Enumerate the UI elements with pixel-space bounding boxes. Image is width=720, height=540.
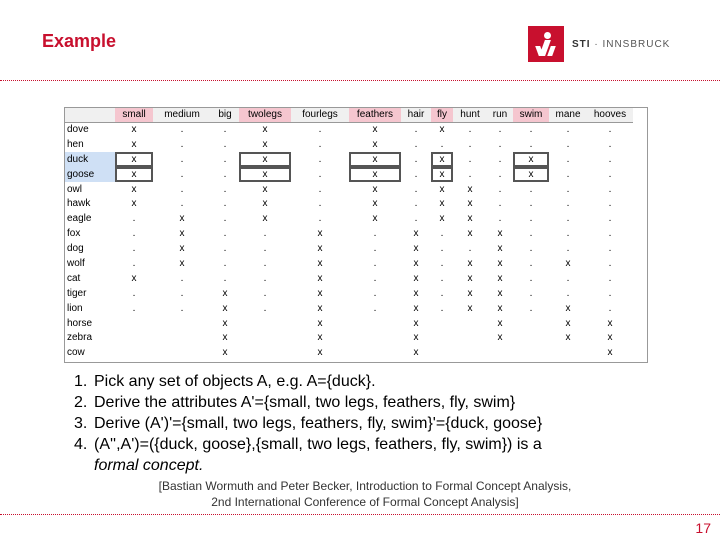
table-cell: x	[513, 167, 549, 182]
table-cell: .	[132, 243, 136, 255]
table-cell	[431, 316, 453, 331]
table-cell: .	[566, 213, 570, 225]
object-dove: dove	[67, 124, 89, 136]
table-cell: .	[263, 272, 267, 284]
table-cell: x	[317, 272, 323, 284]
table-cell: .	[440, 272, 444, 284]
table-cell	[115, 345, 153, 360]
table-cell: .	[132, 228, 136, 240]
table-cell: .	[498, 168, 502, 180]
table-cell: .	[608, 198, 612, 210]
table-cell: x	[317, 332, 323, 344]
table-cell: .	[318, 138, 322, 150]
object-wolf: wolf	[67, 257, 85, 269]
step-number: 3.	[74, 415, 88, 432]
table-cell: x	[497, 317, 503, 329]
table-cell: .	[318, 213, 322, 225]
table-cell: .	[529, 302, 533, 314]
table-cell	[453, 330, 487, 345]
derivation-steps	[74, 371, 542, 476]
table-cell: x	[565, 257, 571, 269]
table-cell	[513, 316, 549, 331]
table-cell: .	[318, 124, 322, 136]
table-cell: .	[223, 257, 227, 269]
table-row	[65, 301, 633, 316]
object-horse: horse	[67, 317, 93, 329]
table-cell: .	[223, 168, 227, 180]
table-cell: x	[413, 287, 419, 299]
table-cell: x	[565, 332, 571, 344]
table-cell	[431, 345, 453, 360]
object-duck: duck	[65, 152, 115, 167]
object-fox: fox	[67, 228, 81, 240]
table-cell: x	[262, 124, 268, 136]
table-row	[65, 345, 633, 360]
table-cell: x	[372, 198, 378, 210]
table-cell: .	[318, 153, 322, 165]
header-divider	[0, 80, 720, 81]
table-cell: x	[413, 272, 419, 284]
table-cell: .	[529, 287, 533, 299]
table-cell: .	[566, 228, 570, 240]
table-cell: x	[372, 213, 378, 225]
formal-context-table	[64, 107, 648, 363]
table-cell: x	[317, 243, 323, 255]
table-cell: .	[180, 138, 184, 150]
table-cell: x	[317, 317, 323, 329]
attr-header-fourlegs: fourlegs	[291, 108, 349, 122]
table-cell: x	[607, 317, 613, 329]
table-cell: .	[223, 272, 227, 284]
table-cell: .	[440, 228, 444, 240]
object-cow: cow	[67, 347, 85, 359]
attr-header-run: run	[487, 108, 513, 122]
table-cell: .	[373, 287, 377, 299]
object-zebra: zebra	[67, 332, 93, 344]
table-cell: x	[239, 167, 291, 182]
table-cell: x	[467, 213, 473, 225]
table-cell: .	[566, 243, 570, 255]
table-cell: x	[565, 302, 571, 314]
table-cell: .	[529, 183, 533, 195]
table-cell: .	[608, 124, 612, 136]
table-cell: x	[497, 228, 503, 240]
table-cell: .	[440, 243, 444, 255]
table-cell: .	[414, 213, 418, 225]
table-cell: .	[440, 138, 444, 150]
table-cell: .	[608, 183, 612, 195]
step-emphasis: formal concept.	[94, 457, 204, 474]
table-cell: .	[373, 257, 377, 269]
table-cell: .	[468, 124, 472, 136]
table-cell: .	[498, 138, 502, 150]
table-cell: .	[498, 213, 502, 225]
table-row	[65, 330, 633, 345]
table-cell: x	[439, 124, 445, 136]
step-text: Derive (A')'={small, two legs, feathers, fly, swim}'={duck, goose}	[94, 415, 543, 432]
table-cell: x	[413, 302, 419, 314]
table-cell: x	[439, 213, 445, 225]
table-cell: x	[497, 257, 503, 269]
table-cell: .	[132, 213, 136, 225]
table-cell: x	[349, 152, 401, 167]
table-cell: x	[497, 302, 503, 314]
table-cell: x	[372, 183, 378, 195]
object-hawk: hawk	[67, 198, 91, 210]
table-row	[65, 182, 633, 197]
table-cell	[349, 316, 401, 331]
table-cell: .	[223, 124, 227, 136]
table-cell	[115, 330, 153, 345]
table-cell: .	[223, 153, 227, 165]
table-cell: x	[467, 183, 473, 195]
table-cell: x	[565, 317, 571, 329]
table-cell: .	[223, 228, 227, 240]
table-cell: .	[180, 168, 184, 180]
attr-header-hooves: hooves	[587, 108, 633, 122]
table-cell: .	[180, 153, 184, 165]
table-cell: x	[179, 243, 185, 255]
table-row	[65, 271, 633, 286]
step-item	[74, 392, 542, 413]
table-cell: x	[607, 332, 613, 344]
table-cell: .	[529, 198, 533, 210]
table-cell: x	[467, 257, 473, 269]
table-cell	[431, 330, 453, 345]
attr-header-hair: hair	[401, 108, 431, 122]
table-row	[65, 167, 633, 182]
table-cell: .	[414, 138, 418, 150]
table-cell: x	[239, 152, 291, 167]
step-number: 2.	[74, 394, 88, 411]
page-number: 17	[695, 520, 711, 536]
table-cell: x	[131, 138, 137, 150]
table-cell: .	[263, 228, 267, 240]
table-cell: x	[372, 124, 378, 136]
table-cell: .	[180, 302, 184, 314]
table-cell: x	[317, 257, 323, 269]
table-cell: x	[413, 347, 419, 359]
table-cell: x	[467, 302, 473, 314]
table-cell: .	[498, 183, 502, 195]
table-cell: x	[179, 213, 185, 225]
table-cell: .	[414, 153, 418, 165]
table-cell: .	[608, 257, 612, 269]
table-cell	[239, 345, 291, 360]
table-cell: .	[529, 138, 533, 150]
table-cell: x	[413, 257, 419, 269]
table-cell	[549, 345, 587, 360]
table-cell: x	[497, 287, 503, 299]
table-cell	[453, 345, 487, 360]
table-cell: x	[317, 228, 323, 240]
attr-header-hunt: hunt	[453, 108, 487, 122]
table-cell: x	[467, 228, 473, 240]
table-cell: .	[263, 243, 267, 255]
table-cell: .	[498, 153, 502, 165]
table-cell: x	[413, 243, 419, 255]
table-cell: .	[223, 243, 227, 255]
table-cell	[349, 330, 401, 345]
footer-divider	[0, 514, 720, 515]
table-cell: .	[529, 124, 533, 136]
table-cell: x	[262, 183, 268, 195]
table-cell: x	[131, 183, 137, 195]
attr-header-mane: mane	[549, 108, 587, 122]
table-cell: .	[608, 168, 612, 180]
citation-line-1: [Bastian Wormuth and Peter Becker, Introduction to Formal Concept Analysis,	[158, 479, 572, 493]
object-tiger: tiger	[67, 287, 87, 299]
table-cell: x	[439, 198, 445, 210]
table-cell: .	[263, 302, 267, 314]
table-cell: x	[439, 183, 445, 195]
table-cell: x	[262, 138, 268, 150]
table-cell: .	[468, 153, 472, 165]
table-cell: .	[414, 124, 418, 136]
table-cell: x	[497, 332, 503, 344]
table-cell: x	[222, 317, 228, 329]
table-cell	[153, 316, 211, 331]
table-cell	[453, 316, 487, 331]
table-cell: .	[566, 138, 570, 150]
table-cell: .	[608, 228, 612, 240]
table-cell	[349, 345, 401, 360]
attr-header-swim: swim	[513, 108, 549, 122]
logo-mark-icon	[528, 26, 564, 62]
attr-header-big: big	[211, 108, 239, 122]
table-cell: .	[608, 272, 612, 284]
table-cell: .	[566, 153, 570, 165]
table-cell: .	[468, 168, 472, 180]
table-cell: .	[318, 168, 322, 180]
table-cell: .	[318, 198, 322, 210]
table-cell: .	[529, 228, 533, 240]
citation	[100, 478, 630, 510]
step-text: (A'',A')=({duck, goose},{small, two legs, feathers, fly, swim}) is a	[94, 436, 542, 453]
table-cell: .	[498, 198, 502, 210]
table-cell: x	[467, 198, 473, 210]
table-cell: x	[262, 213, 268, 225]
table-cell: .	[223, 213, 227, 225]
table-cell: x	[115, 152, 153, 167]
table-cell: x	[317, 287, 323, 299]
table-cell: x	[179, 257, 185, 269]
table-cell	[239, 330, 291, 345]
table-cell: .	[180, 124, 184, 136]
table-cell	[513, 330, 549, 345]
table-cell: .	[263, 287, 267, 299]
table-cell: .	[373, 228, 377, 240]
table-row	[65, 316, 633, 331]
table-cell: .	[566, 287, 570, 299]
table-cell: x	[372, 138, 378, 150]
table-cell	[513, 345, 549, 360]
object-dog: dog	[67, 243, 84, 255]
table-cell: .	[529, 243, 533, 255]
table-cell: x	[413, 317, 419, 329]
table-cell: .	[440, 287, 444, 299]
table-cell: .	[263, 257, 267, 269]
citation-line-2: 2nd International Conference of Formal Concept Analysis]	[211, 495, 519, 509]
table-cell: .	[608, 153, 612, 165]
table-cell	[153, 330, 211, 345]
table-cell: .	[529, 257, 533, 269]
table-row	[65, 286, 633, 301]
table-cell: .	[223, 183, 227, 195]
table-cell: x	[513, 152, 549, 167]
object-cat: cat	[67, 272, 81, 284]
corner-cell	[65, 108, 115, 122]
table-cell: .	[529, 213, 533, 225]
table-row	[65, 256, 633, 271]
object-eagle: eagle	[67, 213, 92, 225]
logo-text: STI · INNSBRUCK	[572, 38, 671, 50]
table-row	[65, 122, 633, 137]
table-cell: .	[468, 243, 472, 255]
object-lion: lion	[67, 302, 83, 314]
table-cell: .	[608, 287, 612, 299]
attr-header-fly: fly	[431, 108, 453, 122]
step-item	[74, 371, 542, 392]
table-cell: x	[413, 332, 419, 344]
step-text: Derive the attributes A'={small, two legs, feathers, fly, swim}	[94, 394, 516, 411]
step-text: Pick any set of objects A, e.g. A={duck}.	[94, 373, 376, 390]
table-cell: .	[566, 183, 570, 195]
table-cell: x	[349, 167, 401, 182]
table-cell	[115, 316, 153, 331]
table-cell: x	[222, 287, 228, 299]
table-cell: x	[413, 228, 419, 240]
table-cell: x	[131, 198, 137, 210]
table-cell: x	[179, 228, 185, 240]
table-cell: .	[529, 272, 533, 284]
table-cell	[153, 345, 211, 360]
step-item	[74, 413, 542, 434]
table-cell: x	[222, 332, 228, 344]
table-cell: .	[608, 213, 612, 225]
object-hen: hen	[67, 138, 84, 150]
table-cell: .	[414, 183, 418, 195]
table-cell: .	[608, 243, 612, 255]
table-row	[65, 196, 633, 211]
table-cell: x	[115, 167, 153, 182]
table-row	[65, 226, 633, 241]
table-cell: x	[497, 243, 503, 255]
object-owl: owl	[67, 183, 83, 195]
attr-header-medium: medium	[153, 108, 211, 122]
table-row	[65, 211, 633, 226]
table-cell: .	[566, 168, 570, 180]
table-cell	[239, 316, 291, 331]
table-cell: x	[497, 272, 503, 284]
table-cell: .	[414, 198, 418, 210]
sti-innsbruck-logo	[528, 26, 670, 62]
table-cell: x	[222, 347, 228, 359]
table-cell: .	[608, 302, 612, 314]
step-item	[74, 434, 542, 476]
table-row	[65, 241, 633, 256]
table-cell: .	[440, 257, 444, 269]
table-cell: .	[440, 302, 444, 314]
object-goose: goose	[65, 167, 115, 182]
table-cell: .	[566, 272, 570, 284]
table-cell: x	[431, 152, 453, 167]
table-cell: x	[131, 124, 137, 136]
table-cell: x	[317, 347, 323, 359]
table-cell	[487, 345, 513, 360]
table-cell: .	[566, 198, 570, 210]
table-cell: .	[498, 124, 502, 136]
table-cell: .	[566, 124, 570, 136]
table-cell: .	[132, 287, 136, 299]
table-cell: .	[180, 198, 184, 210]
table-cell: .	[318, 183, 322, 195]
table-row	[65, 137, 633, 152]
table-cell: x	[467, 287, 473, 299]
step-number: 4.	[74, 436, 88, 453]
table-cell: .	[180, 183, 184, 195]
step-number: 1.	[74, 373, 88, 390]
table-cell: x	[262, 198, 268, 210]
table-cell: x	[467, 272, 473, 284]
attr-header-feathers: feathers	[349, 108, 401, 122]
table-cell: .	[468, 138, 472, 150]
table-row	[65, 152, 633, 167]
table-cell: .	[132, 302, 136, 314]
table-cell: .	[414, 168, 418, 180]
table-cell: .	[373, 272, 377, 284]
table-cell: x	[431, 167, 453, 182]
table-cell: .	[223, 198, 227, 210]
table-cell: x	[317, 302, 323, 314]
table-cell: .	[180, 272, 184, 284]
table-cell: .	[132, 257, 136, 269]
table-cell: x	[131, 272, 137, 284]
attr-header-small: small	[115, 108, 153, 122]
slide-title: Example	[42, 31, 117, 51]
table-cell: .	[223, 138, 227, 150]
table-cell: .	[373, 243, 377, 255]
table-cell: .	[608, 138, 612, 150]
attr-header-twolegs: twolegs	[239, 108, 291, 122]
context-grid	[65, 108, 633, 360]
table-cell: x	[222, 302, 228, 314]
table-cell: .	[373, 302, 377, 314]
table-cell: .	[180, 287, 184, 299]
table-cell: x	[607, 347, 613, 359]
